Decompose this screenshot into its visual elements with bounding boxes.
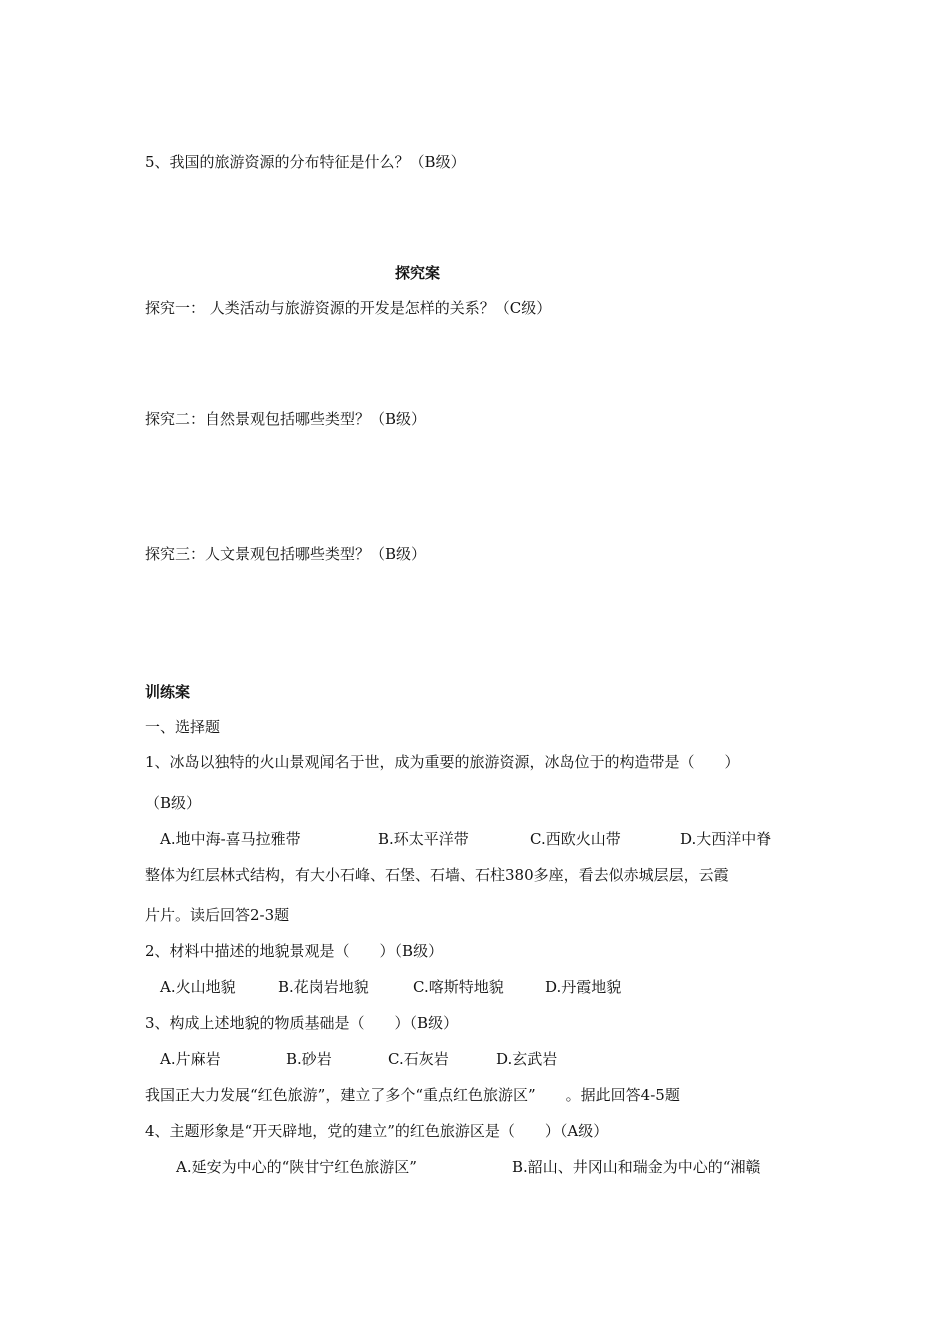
explore-section-title: 探究案 xyxy=(395,264,441,282)
question-3-option-a: A.片麻岩 xyxy=(160,1050,221,1068)
prep-question-5: 5、我国的旅游资源的分布特征是什么？（B级） xyxy=(145,153,466,171)
question-1-level: （B级） xyxy=(145,794,202,812)
material-1-line-1: 整体为红层林式结构，有大小石峰、石堡、石墙、石柱380多座，看去似赤城层层，云霞 xyxy=(145,866,729,884)
training-section-title: 训练案 xyxy=(145,683,191,701)
explore-question-3: 探究三：人文景观包括哪些类型？（B级） xyxy=(145,545,427,563)
question-2-option-c: C.喀斯特地貌 xyxy=(413,978,504,996)
choice-section-heading: 一、选择题 xyxy=(145,718,221,736)
question-2-option-b: B.花岗岩地貌 xyxy=(278,978,369,996)
question-1-option-a: A.地中海-喜马拉雅带 xyxy=(160,830,301,848)
question-1-option-c: C.西欧火山带 xyxy=(530,830,621,848)
question-2-option-a: A.火山地貌 xyxy=(160,978,236,996)
question-4-option-a: A.延安为中心的“陕甘宁红色旅游区” xyxy=(176,1158,417,1176)
question-1-option-d: D.大西洋中脊 xyxy=(680,830,772,848)
question-3-stem: 3、构成上述地貌的物质基础是（ ）（B级） xyxy=(145,1014,459,1032)
question-1-stem: 1、冰岛以独特的火山景观闻名于世，成为重要的旅游资源，冰岛位于的构造带是（ ） xyxy=(145,753,740,771)
explore-question-2: 探究二：自然景观包括哪些类型？（B级） xyxy=(145,410,427,428)
question-1-option-b: B.环太平洋带 xyxy=(378,830,469,848)
question-4-stem: 4、主题形象是“开天辟地，党的建立”的红色旅游区是（ ）（A级） xyxy=(145,1122,609,1140)
question-3-option-d: D.玄武岩 xyxy=(496,1050,558,1068)
question-4-option-b: B.韶山、井冈山和瑞金为中心的“湘赣 xyxy=(512,1158,761,1176)
material-1-line-2: 片片。读后回答2-3题 xyxy=(145,906,290,924)
question-3-option-b: B.砂岩 xyxy=(286,1050,332,1068)
explore-question-1: 探究一： 人类活动与旅游资源的开发是怎样的关系？（C级） xyxy=(145,299,552,317)
question-2-option-d: D.丹霞地貌 xyxy=(545,978,622,996)
question-3-option-c: C.石灰岩 xyxy=(388,1050,449,1068)
material-2: 我国正大力发展“红色旅游”，建立了多个“重点红色旅游区” 。据此回答4-5题 xyxy=(145,1086,680,1104)
question-2-stem: 2、材料中描述的地貌景观是（ ）（B级） xyxy=(145,942,444,960)
